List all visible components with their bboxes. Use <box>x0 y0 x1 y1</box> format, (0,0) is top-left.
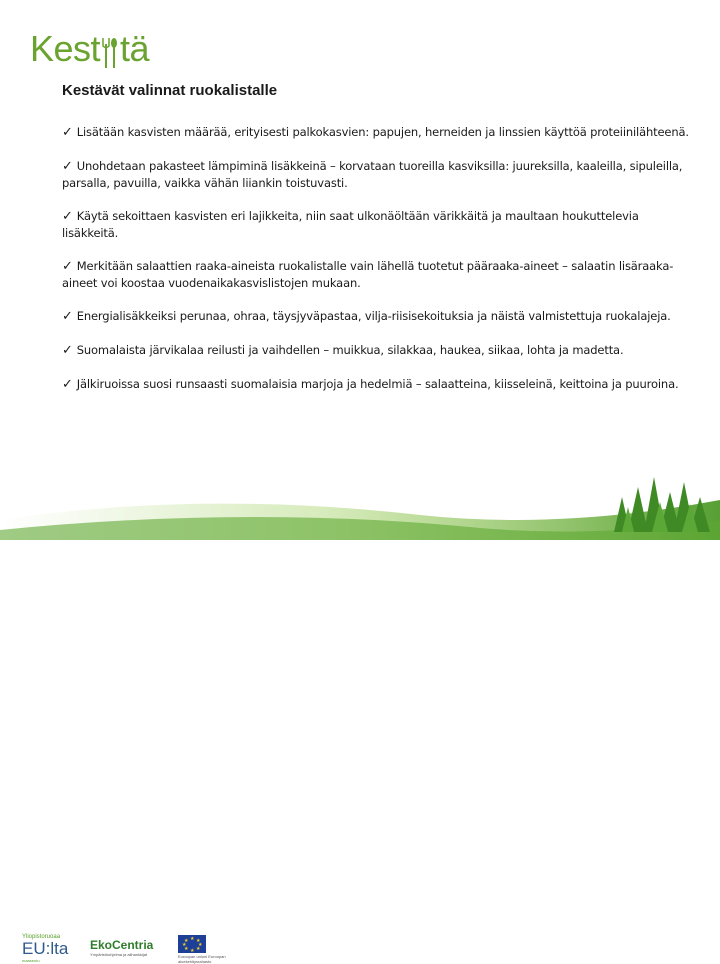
checkmark-icon: ✓ <box>62 209 73 224</box>
checkmark-icon: ✓ <box>62 259 73 274</box>
logo-text-start: Kest <box>30 28 101 69</box>
bullet-item <box>62 258 692 291</box>
checkmark-icon: ✓ <box>62 343 73 358</box>
eu-flag-icon: ★ ★ ★ ★ ★ ★ ★ ★ <box>178 935 206 953</box>
bullet-text: Energialisäkkeiksi perunaa, ohraa, täysjyväpastaa, vilja-riisisekoituksia ja näistä valmistettuja ruokalajeja. <box>76 309 671 323</box>
checkmark-icon: ✓ <box>62 125 73 140</box>
bullet-item <box>62 376 692 393</box>
ekocentria-logo <box>90 938 153 957</box>
footer <box>0 450 720 964</box>
bullet-text: Käytä sekoittaen kasvisten eri lajikkeita, niin saat ulkonäöltään värikkäitä ja maultaan houkuttelevia lisäkkeitä. <box>62 209 639 240</box>
fork-spoon-icon <box>102 36 118 70</box>
bullet-item <box>62 208 692 241</box>
bullet-item <box>62 308 692 325</box>
bullet-item <box>62 158 692 191</box>
page-title: Kestävät valinnat ruokalistalle <box>62 82 278 99</box>
ekocentria-subtitle: Ympäristöohjelma ja alihankkijat <box>90 952 148 957</box>
bullet-item <box>62 124 692 141</box>
eu-logo-top: Yliopistoruoaa <box>22 934 61 940</box>
logo-text-end: tä <box>120 28 150 69</box>
eu-flag-logo <box>178 935 238 964</box>
eu-logo-main: EU:lta <box>22 939 69 958</box>
eu-logo-sub: maaseutu <box>22 958 40 963</box>
ekocentria-name: EkoCentria <box>90 938 154 952</box>
bullet-text: Jälkiruoissa suosi runsaasti suomalaisia marjoja ja hedelmiä – salaatteina, kiisseleinä, keittoina ja puuroina. <box>76 377 679 391</box>
bullet-text: Unohdetaan pakasteet lämpiminä lisäkkeinä – korvataan tuoreilla kasviksilla: juureksilla, kaaleilla, sipuleilla, parsalla, pavuilla, vaikka vähän liiankin toistuvasti. <box>62 159 683 190</box>
checkmark-icon: ✓ <box>62 377 73 392</box>
bullet-text: Merkitään salaattien raaka-aineista ruokalistalle vain lähellä tuotetut pääraaka-aineet – salaatin lisäraaka-aineet voi koostaa vuodenaikakasvislistojen mukaan. <box>62 259 674 290</box>
bullet-text: Lisätään kasvisten määrää, erityisesti palkokasvien: papujen, herneiden ja linssien käyttöä proteiinilähteenä. <box>76 125 689 139</box>
bullet-list <box>62 124 692 410</box>
bullet-item <box>62 342 692 359</box>
kestita-logo <box>30 28 149 70</box>
eu-flag-caption: Euroopan unioni Euroopan aluekehitysrahasto <box>178 954 226 964</box>
checkmark-icon: ✓ <box>62 159 73 174</box>
checkmark-icon: ✓ <box>62 309 73 324</box>
eu-maaseutu-logo <box>22 934 82 963</box>
bullet-text: Suomalaista järvikalaa reilusti ja vaihdellen – muikkua, silakkaa, haukea, siikaa, lohta ja madetta. <box>76 343 624 357</box>
forest-silhouette <box>604 462 714 532</box>
